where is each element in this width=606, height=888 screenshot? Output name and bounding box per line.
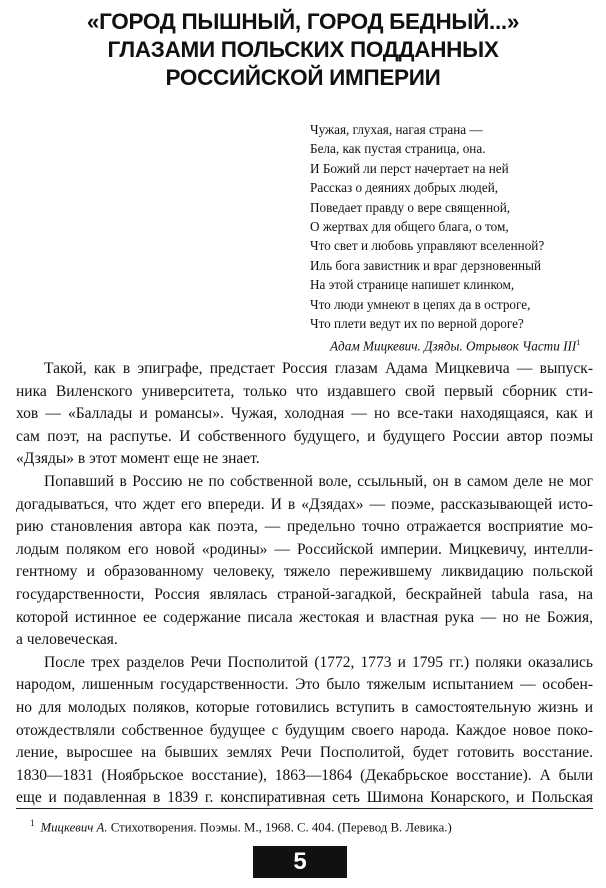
text-line: отождествляли собственное будущее с будущим своего народа. Каждое новое поко- [16,721,593,739]
footnote-author: Мицкевич А. [40,820,108,835]
text-line: хов — «Баллады и романсы». Чужая, холодная — но все-таки находящаяся, как и [16,405,593,423]
epigraph-line: Что люди умнеют в цепях да в остроге, [310,296,531,312]
body-text [16,358,593,810]
epigraph-line: Что свет и любовь управляют вселенной? [310,238,545,254]
title-line: «ГОРОД ПЫШНЫЙ, ГОРОД БЕДНЫЙ...» [86,9,520,34]
text-line: но для молодых поляков, которые готовились вступить в самостоятельную жизнь и [16,698,593,716]
epigraph-attribution-text: Адам Мицкевич. Дзяды. Отрывок Части III [330,338,577,354]
footnote-text: Стихотворения. Поэмы. М., 1968. С. 404. (Перевод В. Левика.) [110,820,452,835]
footnote-divider [16,808,593,809]
epigraph-line: Рассказ о деяниях добрых людей, [310,180,499,196]
text-line: догадываться, что ждет его впереди. И в «Дзядах» — поэме, рассказывающей исто- [16,495,593,513]
text-line: народом, лишенным государственности. Это было тяжелым испытанием — особен- [16,676,593,694]
text-line: рию становления автора как поэта, — предельно точно отражается восприятие мо- [16,518,593,536]
footnote [30,818,452,835]
title-line: РОССИЙСКОЙ ИМПЕРИИ [165,65,441,90]
text-line: ление, выросшее на бывших землях Речи Посполитой, будет готовить восстание. [16,744,593,762]
footnote-mark: 1 [30,818,35,828]
text-line: а человеческая. [16,631,118,649]
epigraph-line: Бела, как пустая страница, она. [310,141,486,157]
text-line: Попавший в Россию не по собственной воле, ссыльный, он в самом деле не мог [44,472,593,490]
text-line: «Дзяды» в этот момент еще не знает. [16,450,260,468]
text-line: ника Виленского университета, только что издавшего свой первый сборник сти- [16,382,593,400]
chapter-title [40,8,566,92]
epigraph-line: На этой странице напишет клинком, [310,277,515,293]
title-line: ГЛАЗАМИ ПОЛЬСКИХ ПОДДАННЫХ [107,37,499,62]
epigraph [310,120,600,356]
text-line: После трех разделов Речи Посполитой (1772, 1773 и 1795 гг.) поляки оказались [44,653,593,671]
epigraph-line: Поведает правду о вере священной, [310,199,511,215]
epigraph-line: Чужая, глухая, нагая страна — [310,122,483,137]
text-line: еще и подавленная в 1839 г. конспиративная сеть Шимона Конарского, и Польская [16,789,593,807]
epigraph-line: О жертвах для общего блага, о том, [310,219,509,235]
epigraph-line: Иль бога завистник и враг дерзновенный [310,257,542,273]
epigraph-attribution [310,333,600,356]
text-line: гентному и образованному человеку, тяжело пережившему ликвидацию польской [16,563,593,581]
paragraph [16,358,593,471]
epigraph-line: И Божий ли перст начертает на ней [310,160,509,176]
text-line: 1830—1831 (Ноябрьское восстание), 1863—1864 (Декабрьское восстание). А были [16,766,593,784]
page-number: 5 [253,846,347,878]
paragraph [16,652,593,810]
paragraph [16,471,593,652]
text-line: которой истинное ее содержание писала жестокая и властная рука — но не Божия, [16,608,593,626]
text-line: лодым поляком его новой «родины» — Российской империи. Мицкевичу, интелли- [16,540,593,558]
text-line: Такой, как в эпиграфе, предстает Россия глазам Адама Мицкевича — выпуск- [44,360,593,377]
epigraph-line: Что плети ведут их по верной дороге? [310,316,524,332]
text-line: государственности, Россия являлась страной-загадкой, бескрайней tabula rasa, на [16,585,593,603]
footnote-reference-mark: 1 [576,338,581,348]
text-line: сам поэт, на распутье. И собственного будущего, и будущего России автор поэмы [16,427,593,445]
